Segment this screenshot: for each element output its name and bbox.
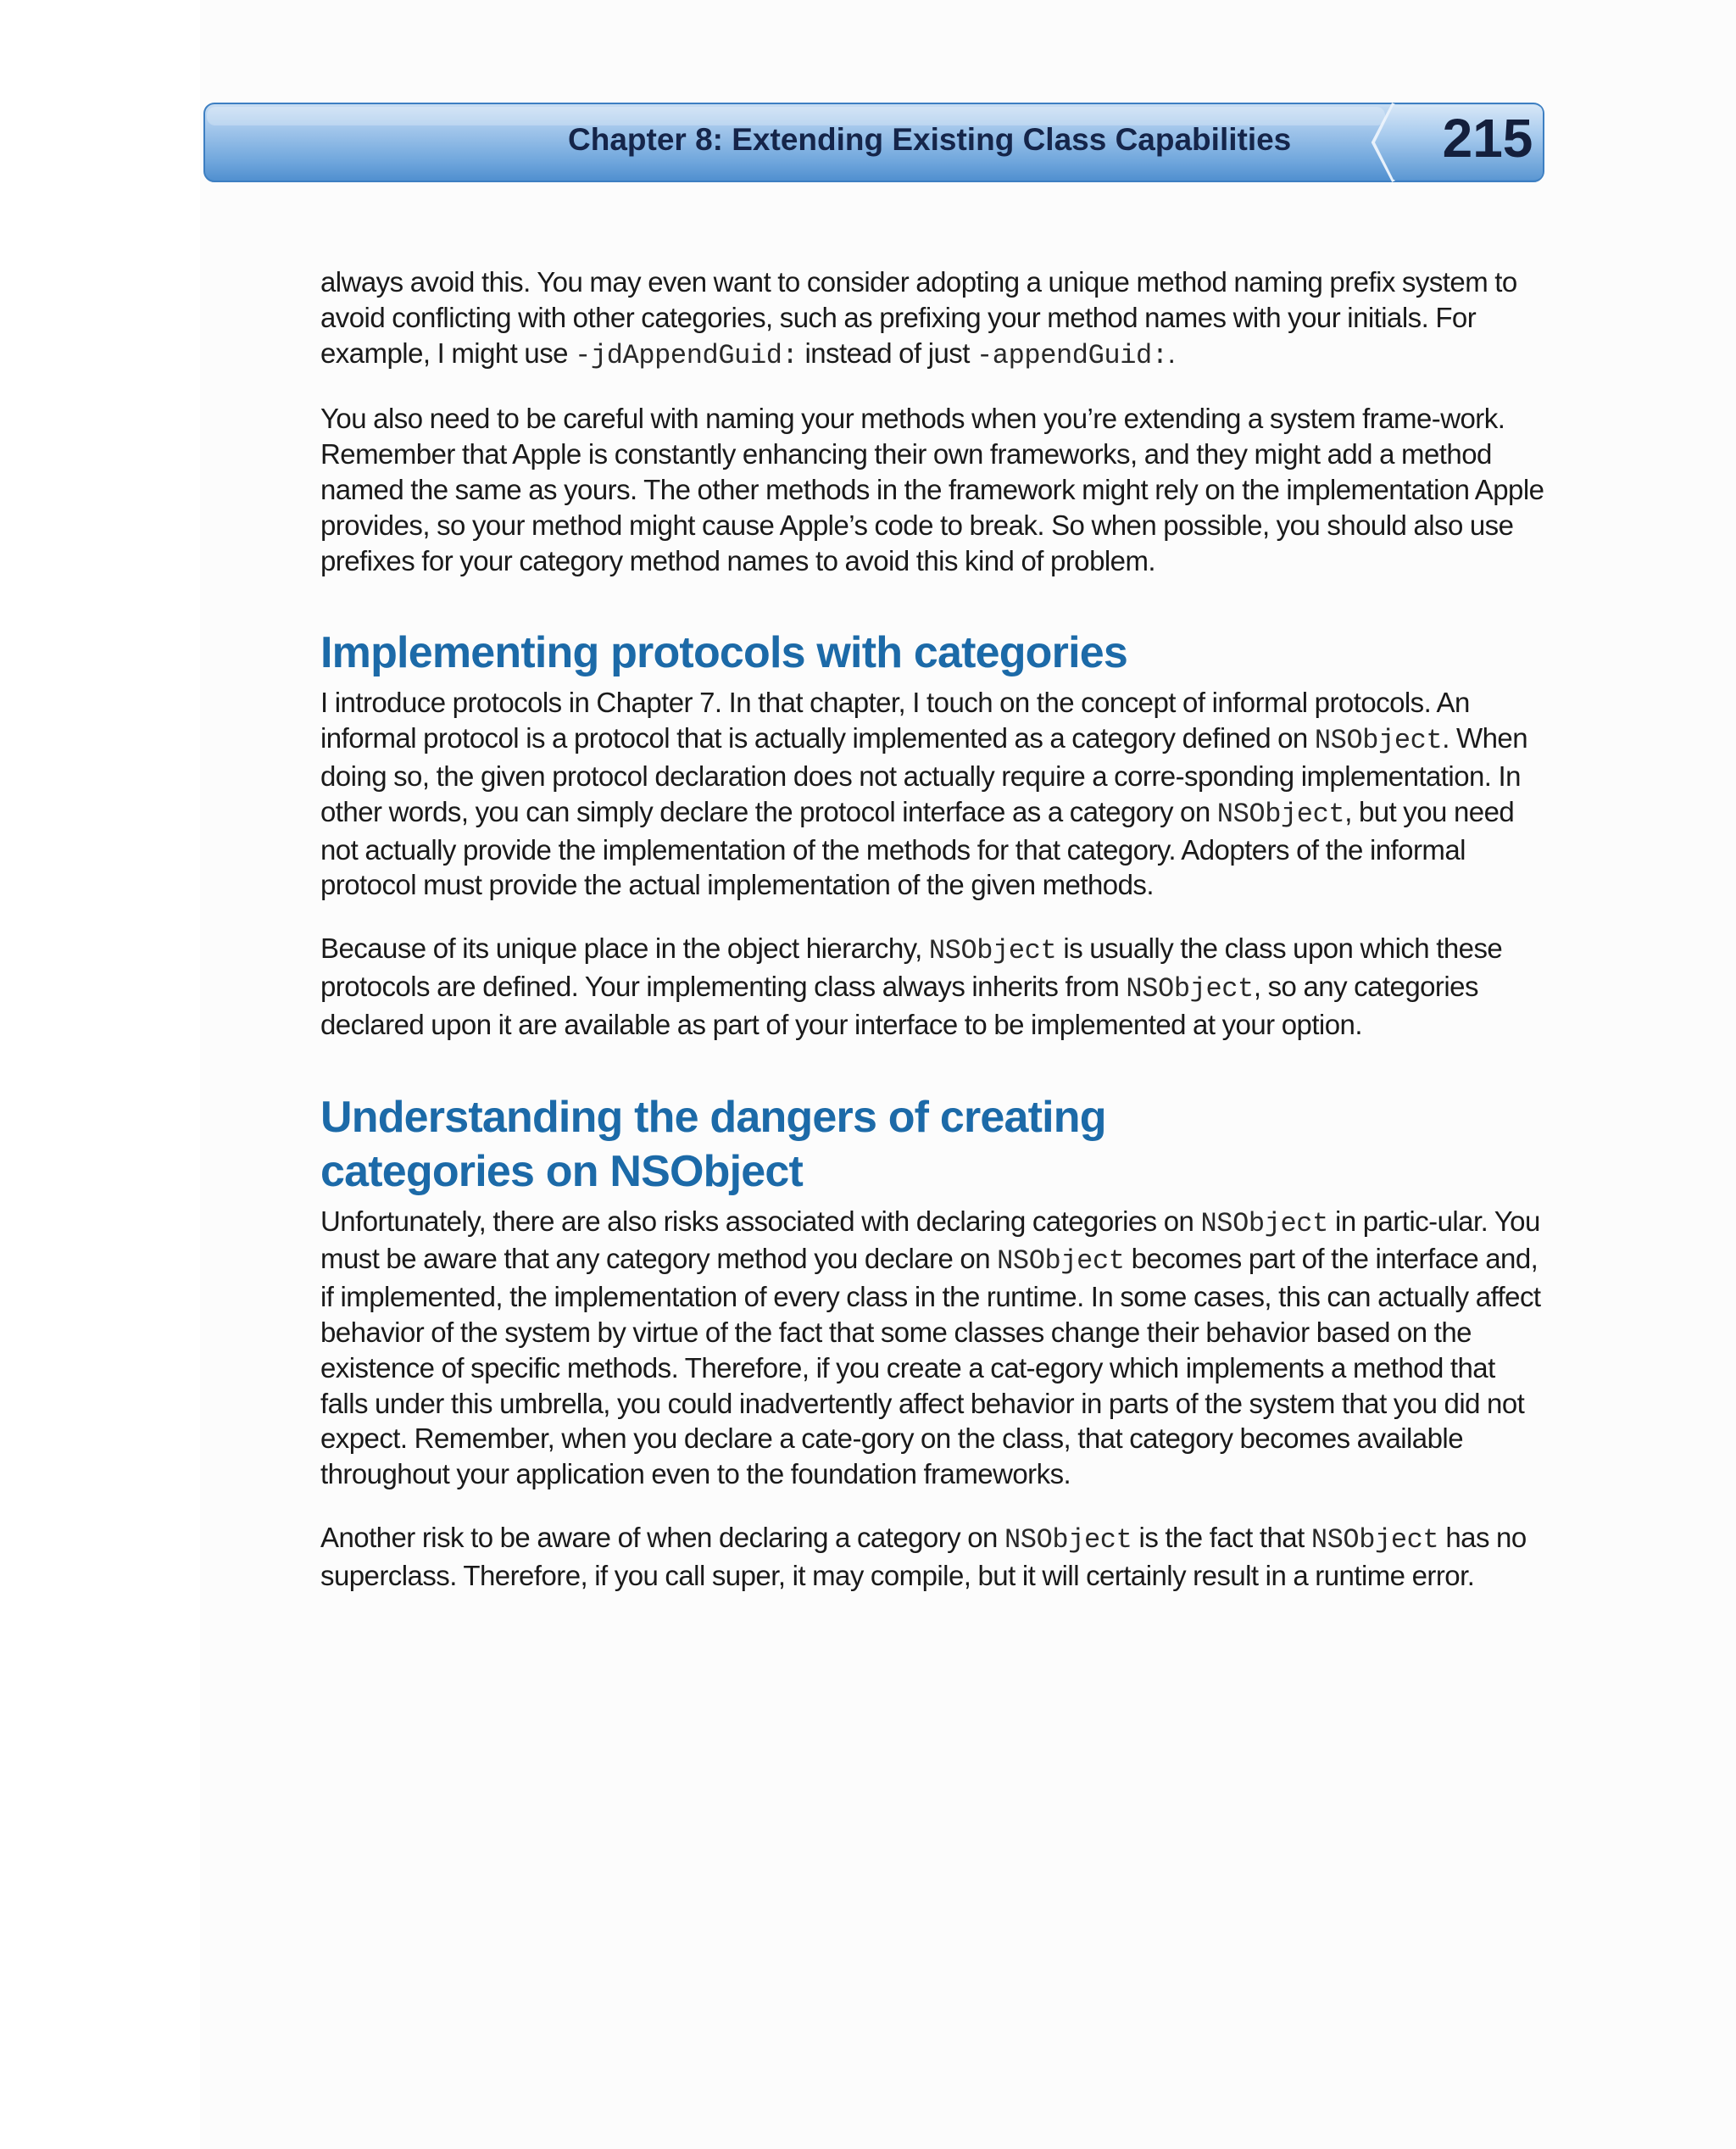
inline-code: -appendGuid:: [976, 339, 1168, 371]
chapter-header-banner: [203, 102, 1544, 183]
paragraph-2: You also need to be careful with naming your methods when you’re extending a system frame-work. Remember that Apple is constantly enhancing their own frameworks, and they might add a method named the same as yours. The other methods in the framework might rely on the implementation Apple provides, so your method might cause Apple’s code to break. So when possible, you should also use prefixes for your category method names to avoid this kind of problem.: [320, 403, 1544, 576]
paragraph-4: Because of its unique place in the object hierarchy, NSObject is usually the class upon which these protocols are defined. Your implementing class always inherits from NSObject, so any categories declared upon it are available as part of your interface to be implemented at your option.: [320, 933, 1503, 1040]
paragraph-3: I introduce protocols in Chapter 7. In that chapter, I touch on the concept of informal protocols. An informal protocol is a protocol that is actually implemented as a category defined on NSObject. When doing so, the given protocol declaration does not actually require a corre-sponding implementation. In other words, you can simply declare the protocol interface as a category on NSObject, but you need not actually provide the implementation of the methods for that category. Adopters of the informal protocol must provide the actual implementation of the given methods.: [320, 687, 1528, 901]
paragraph-6: Another risk to be aware of when declaring a category on NSObject is the fact that NSObject has no superclass. Therefore, if you call super, it may compile, but it will certainly result in a runtime error.: [320, 1521, 1527, 1591]
inline-code: NSObject: [997, 1245, 1125, 1278]
section-heading-implementing-protocols: Implementing protocols with categories: [320, 628, 1127, 678]
chapter-title: Chapter 8: Extending Existing Class Capabilities: [568, 122, 1292, 157]
paragraph-1: always avoid this. You may even want to consider adopting a unique method naming prefix system to avoid conflicting with other categories, such as prefixing your method names with your initials. For example, I might use -jdAppendGuid: instead of just -appendGuid:.: [320, 266, 1517, 371]
inline-code: NSObject: [1126, 972, 1254, 1005]
page-number: 215: [1442, 108, 1533, 169]
inline-code: NSObject: [1216, 798, 1345, 830]
paragraph-5: Unfortunately, there are also risks associated with declaring categories on NSObject in partic-ular. You must be aware that any category method you declare on NSObject becomes part of the interface and, if implemented, the implementation of every class in the runtime. In some cases, this can actually affect behavior of the system by virtue of the fact that some classes change their behavior based on the existence of specific methods. Therefore, if you create a cat-egory which implements a method that falls under this umbrella, you could inadvertently affect behavior in parts of the system that you did not expect. Remember, when you declare a cate-gory on the class, that category becomes available throughout your application even to the foundation frameworks.: [320, 1205, 1541, 1490]
inline-code: NSObject: [928, 935, 1057, 967]
inline-code: -jdAppendGuid:: [575, 339, 798, 371]
inline-code: NSObject: [1314, 725, 1443, 757]
inline-code: NSObject: [1004, 1523, 1132, 1556]
page-content: [320, 264, 1545, 1622]
section-heading-dangers-of-categories: Understanding the dangers of creating categories on NSObject: [320, 1092, 1106, 1196]
inline-code: NSObject: [1310, 1523, 1439, 1556]
inline-code: NSObject: [1200, 1207, 1328, 1239]
